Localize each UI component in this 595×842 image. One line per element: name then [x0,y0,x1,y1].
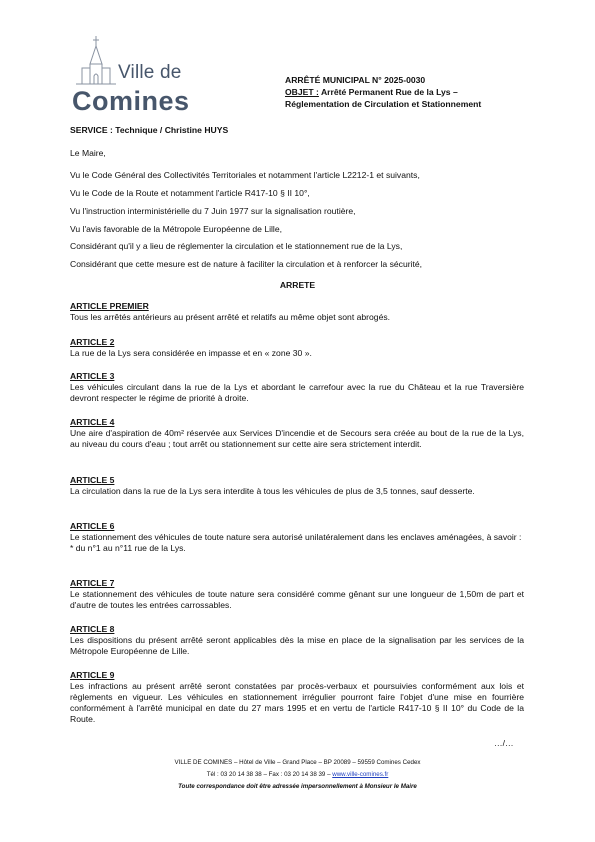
vu-instruction: Vu l'instruction interministérielle du 7 Juin 1977 sur la signalisation routière, [70,206,356,216]
article-title: ARTICLE PREMIER [70,301,149,311]
article-9 [70,670,524,725]
article-text: La rue de la Lys sera considérée en impasse et en « zone 30 ». [70,348,312,358]
article-text: Les infractions au présent arrêté seront constatées par procès-verbaux et poursuivies conformément aux lois et règlements en vigueur. Les véhicules en stationnement irrégulier pourront faire l'objet d'une mise en fourrière conformément à l'arrêté municipal en date du 27 mars 1995 et en vertu de l'article R417-10 § II 10° du Code de la Route. [70,681,524,724]
service-line: SERVICE : Technique / Christine HUYS [70,125,229,135]
article-text: Les véhicules circulant dans la rue de la Lys et abordant le carrefour avec la rue du Château et la rue Traversière devront respecter le régime de priorité à droite. [70,382,524,403]
article-3 [70,371,524,404]
considerant-2: Considérant que cette mesure est de nature à faciliter la circulation et à renforcer la sécurité, [70,259,423,269]
article-title: ARTICLE 2 [70,337,115,347]
article-title: ARTICLE 7 [70,578,115,588]
footer-contact [0,769,595,780]
footer-note-text: Toute correspondance doit être adressée impersonnellement à Monsieur le Maire [178,783,417,790]
objet-line1: Arrêté Permanent Rue de la Lys – [318,87,458,97]
article-6 [70,521,524,554]
logo-text-ville-de: Ville de [118,62,182,83]
vu-code-collectivites: Vu le Code Général des Collectivités Territoriales et notamment l'article L2212-1 et suivants, [70,170,420,180]
article-text: Les dispositions du présent arrêté seront applicables dès la mise en place de la signalisation par les services de la Métropole Européenne de Lille. [70,635,524,656]
article-text: Tous les arrêtés antérieurs au présent arrêté et relatifs au même objet sont abrogés. [70,312,391,322]
article-8 [70,624,524,657]
vu-avis-mel: Vu l'avis favorable de la Métropole Européenne de Lille, [70,224,283,234]
article-title: ARTICLE 5 [70,475,115,485]
article-text: Le stationnement des véhicules de toute nature sera considéré comme gênant sur une longueur de 1,50m de part et d'autre de toutes les entrées carrossables. [70,589,524,610]
website-link[interactable]: www.ville-comines.fr [332,771,389,778]
objet-label: OBJET : [285,87,319,97]
article-premier [70,301,524,323]
vu-code-route: Vu le Code de la Route et notamment l'article R417-10 § II 10°, [70,188,310,198]
article-text: La circulation dans la rue de la Lys sera interdite à tous les véhicules de plus de 3,5 tonnes, sauf desserte. [70,486,475,496]
article-title: ARTICLE 4 [70,417,115,427]
article-title: ARTICLE 8 [70,624,115,634]
logo-text-comines: Comines [72,86,190,116]
considerant-1: Considérant qu'il y a lieu de réglementer la circulation et le stationnement rue de la Lys, [70,241,403,251]
article-list-item: * du n°1 au n°11 rue de la Lys. [70,543,186,553]
arrete-number: ARRÊTÉ MUNICIPAL N° 2025-0030 [285,75,426,85]
article-title: ARTICLE 6 [70,521,115,531]
article-title: ARTICLE 3 [70,371,115,381]
article-2 [70,337,524,359]
footer-note [0,781,595,792]
footer-phone-fax: Tél : 03 20 14 38 38 – Fax : 03 20 14 38 39 – [206,771,333,778]
article-text: Une aire d'aspiration de 40m² réservée aux Services D'incendie et de Secours sera créée au bout de la rue de la Lys, au niveau du cours d'eau ; tout arrêt ou stationnement sur cette aire sera strictement interdit. [70,428,524,449]
article-4 [70,417,524,450]
arrete-objet [285,86,481,98]
article-5 [70,475,524,497]
continuation-mark: …/… [494,738,514,748]
footer-address: VILLE DE COMINES – Hôtel de Ville – Grand Place – BP 20089 – 59559 Comines Cedex [174,759,421,766]
arrete-header [285,74,481,110]
article-text: Le stationnement des véhicules de toute nature sera autorisé unilatéralement dans les enclaves aménagées, à savoir : [70,532,522,542]
arrete-heading: ARRETE [279,280,316,290]
le-maire: Le Maire, [70,148,106,158]
article-title: ARTICLE 9 [70,670,115,680]
article-7 [70,578,524,611]
objet-line2: Réglementation de Circulation et Stationnement [285,99,482,109]
